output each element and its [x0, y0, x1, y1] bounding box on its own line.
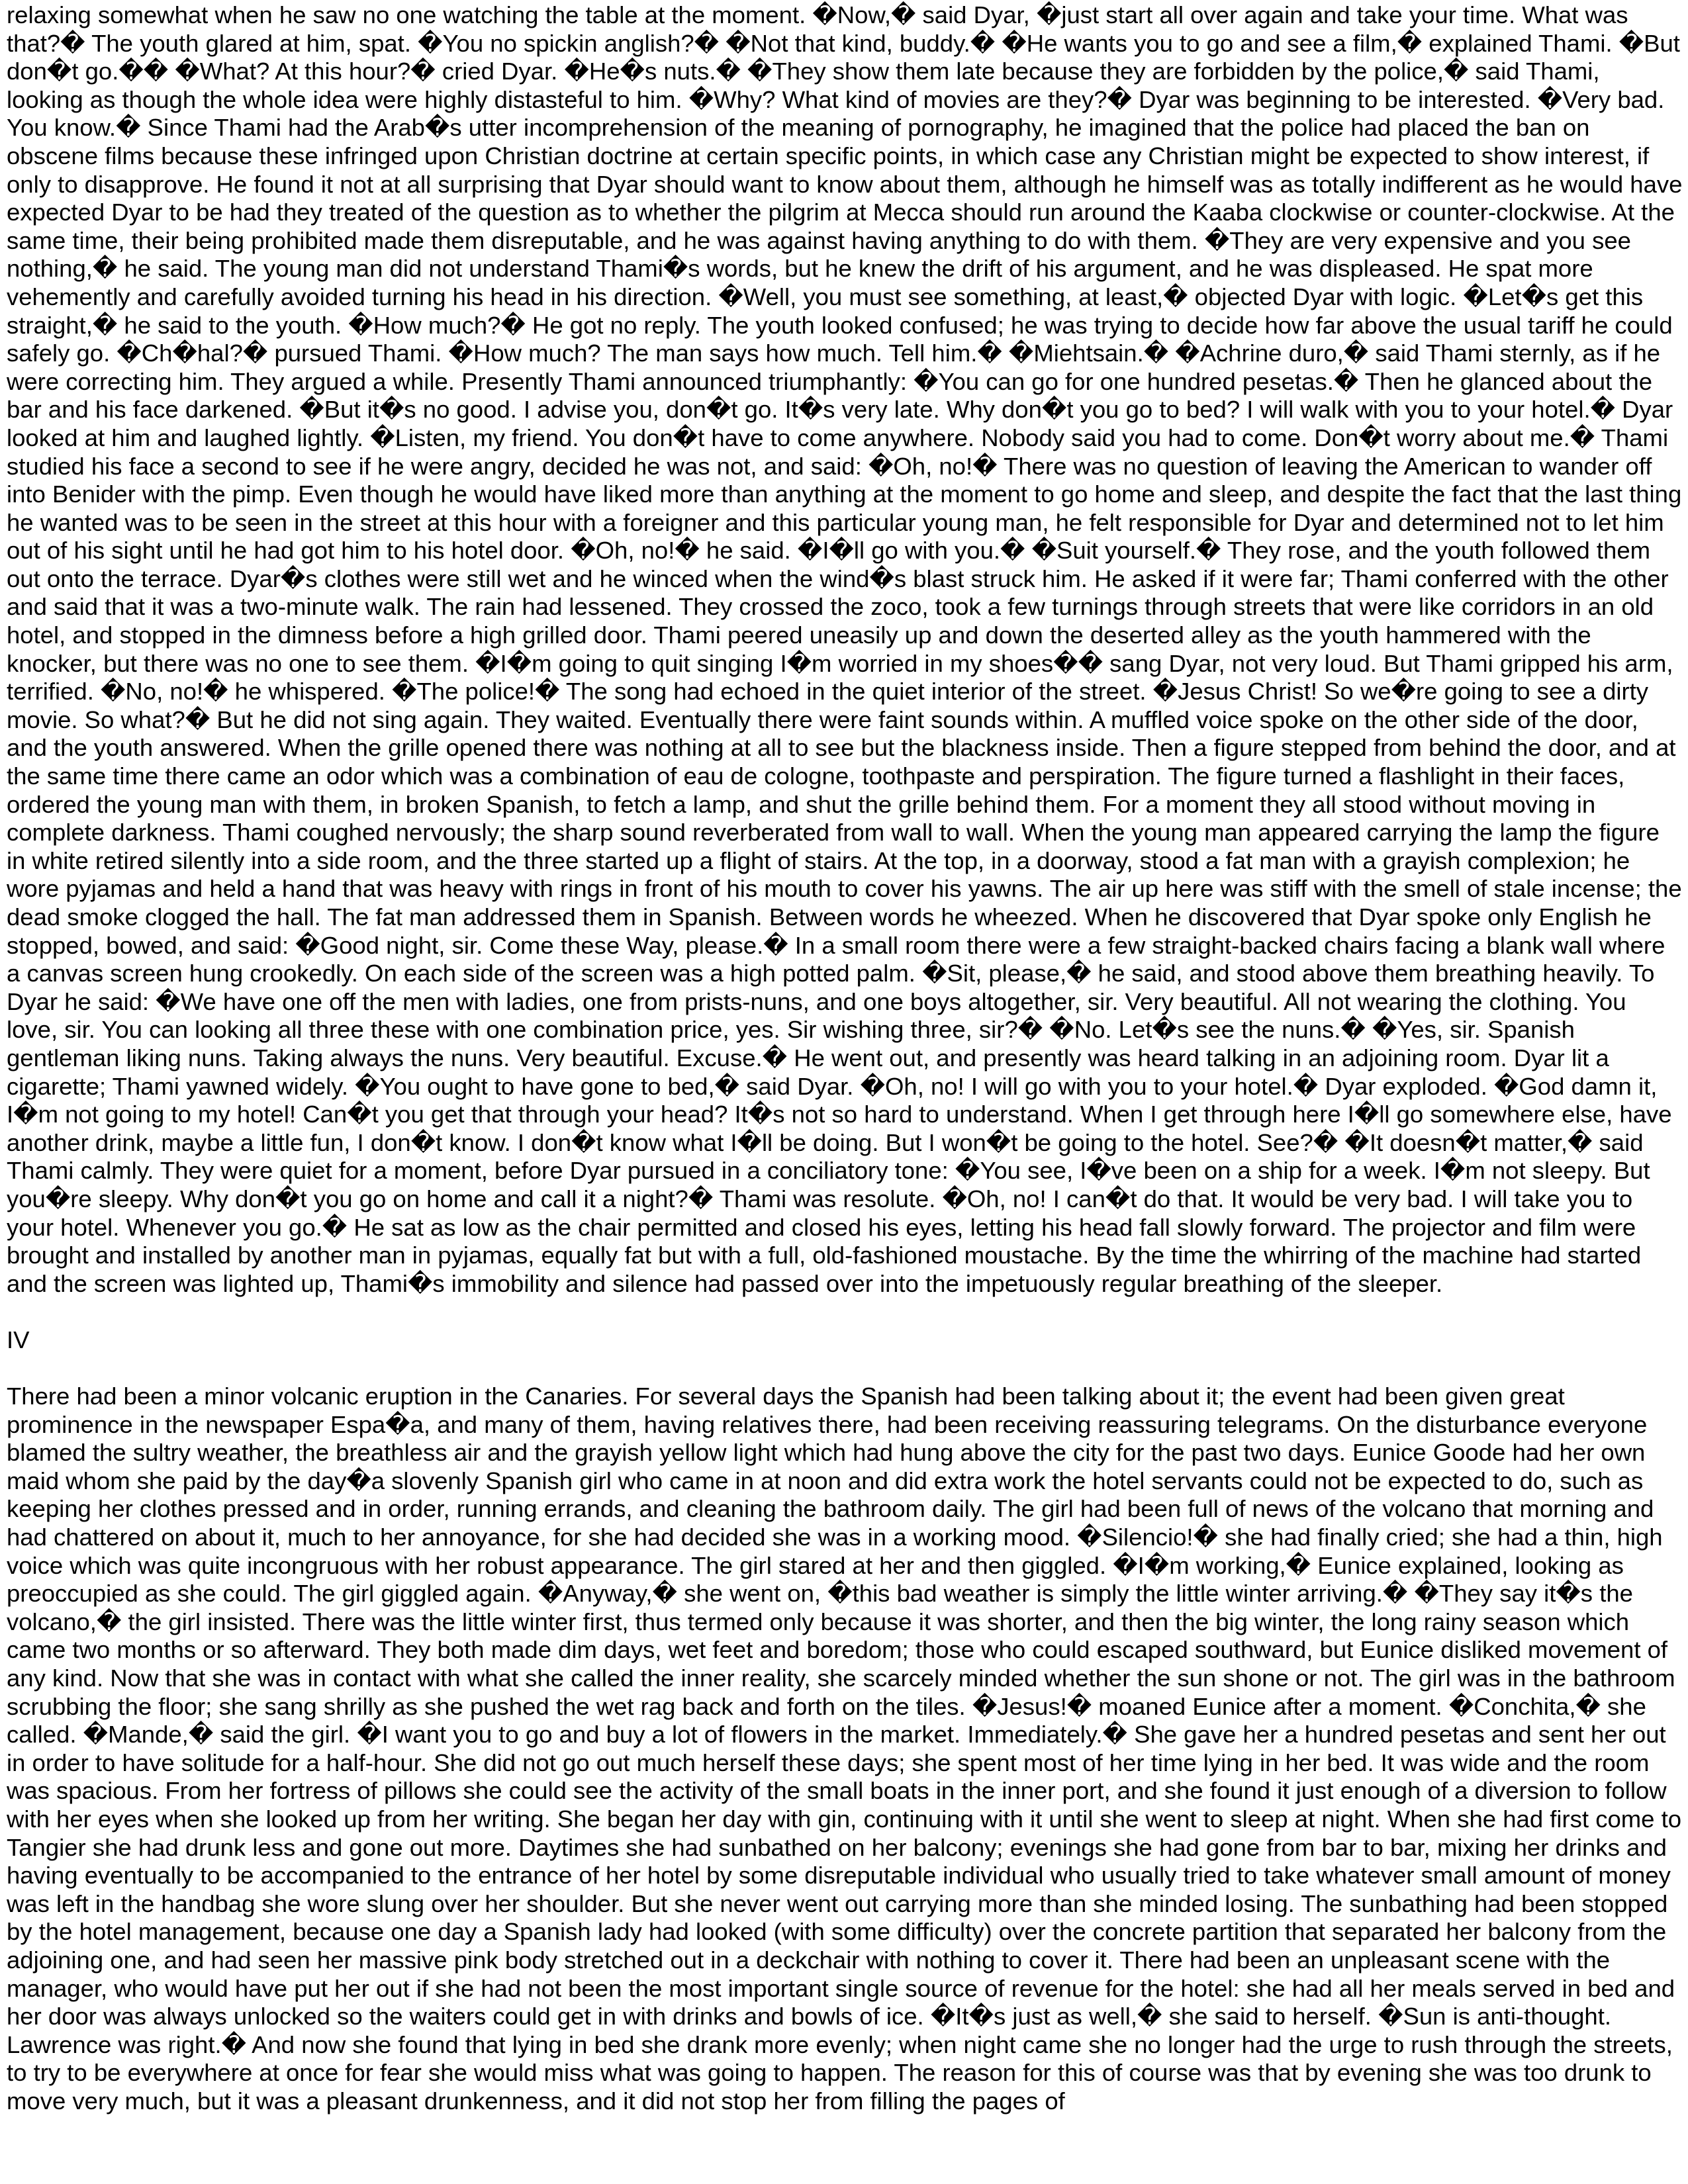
body-paragraph: There had been a minor volcanic eruption in the Canaries. For several days the Spanish had been talking about it; the event had been given great prominence in the newspaper Espa�a, and many of them, having relatives there, had been receiving reassuring telegrams. On the disturbance everyone blamed the sultry weather, the breathless air and the grayish yellow light which had hung above the city for the past two days. Eunice Goode had her own maid whom she paid by the day�a slovenly Spanish girl who came in at noon and did extra work the hotel servants could not be expected to do, such as keeping her clothes pressed and in order, running errands, and cleaning the bathroom daily. The girl had been full of news of the volcano that morning and had chattered on about it, much to her annoyance, for she had decided she was in a working mood. �Silencio!� she had finally cried; she had a thin, high voice which was quite incongruous with her robust appearance. The girl stared at her and then giggled. �I�m working,� Eunice explained, looking as preoccupied as she could. The girl giggled again. �Anyway,� she went on, �this bad weather is simply the little winter arriving.� �They say it�s the volcano,� the girl insisted. There was the little winter first, thus termed only because it was shorter, and then the big winter, the long rainy season which came two months or so afterward. They both made dim days, wet feet and boredom; those who could escaped southward, but Eunice disliked movement of any kind. Now that she was in contact with what she called the inner reality, she scarcely minded whether the sun shone or not. The girl was in the bathroom scrubbing the floor; she sang shrilly as she pushed the wet rag back and forth on the tiles. �Jesus!� moaned Eunice after a moment. �Conchita,� she called. �Mande,� said the girl. �I want you to go and buy a lot of flowers in the market. Immediately.� She gave her a hundred pesetas and sent her out in order to have solitude for a half-hour. She did not go out much herself these days; she spent most of her time lying in her bed. It was wide and the room was spacious. From her fortress of pillows she could see the activity of the small boats in the inner port, and she found it just enough of a diversion to follow with her eyes when she looked up from her writing. She began her day with gin, continuing with it until she went to sleep at night. When she had first come to Tangier she had drunk less and gone out more. Daytimes she had sunbathed on her balcony; evenings she had gone from bar to bar, mixing her drinks and having eventually to be accompanied to the entrance of her hotel by some disreputable individual who usually tried to take whatever small amount of money was left in the handbag she wore slung over her shoulder. But she never went out carrying more than she minded losing. The sunbathing had been stopped by the hotel management, because one day a Spanish lady had looked (with some difficulty) over the concrete partition that separated her balcony from the adjoining one, and had seen her massive pink body stretched out in a deckchair with nothing to cover it. There had been an unpleasant scene with the manager, who would have put her out if she had not been the most important single source of revenue for the hotel: she had all her meals served in bed and her door was always unlocked so the waiters could get in with drinks and bowls of ice. �It�s just as well,� she said to herself. �Sun is anti-thought. Lawrence was right.� And now she found that lying in bed she drank more evenly; when night came she no longer had the urge to rush through the streets, to try to be everywhere at once for fear she would miss what was going to happen. The reason for this of course was that by evening she was too drunk to move very much, but it was a pleasant drunkenness, and it did not stop her from filling the pages of	[7, 1383, 1682, 2115]
body-paragraph: relaxing somewhat when he saw no one watching the table at the moment. �Now,� said Dyar, �just start all over again and take your time. What was that?� The youth glared at him, spat. �You no spickin anglish?� �Not that kind, buddy.� �He wants you to go and see a film,� explained Thami. �But don�t go.�� �What? At this hour?� cried Dyar. �He�s nuts.� �They show them late because they are forbidden by the police,� said Thami, looking as though the whole idea were highly distasteful to him. �Why? What kind of movies are they?� Dyar was beginning to be interested. �Very bad. You know.� Since Thami had the Arab�s utter incomprehension of the meaning of pornography, he imagined that the police had placed the ban on obscene films because these infringed upon Christian doctrine at certain specific points, in which case any Christian might be expected to show interest, if only to disapprove. He found it not at all surprising that Dyar should want to know about them, although he himself was as totally indifferent as he would have expected Dyar to be had they treated of the question as to whether the pilgrim at Mecca should run around the Kaaba clockwise or counter-clockwise. At the same time, their being prohibited made them disreputable, and he was against having anything to do with them. �They are very expensive and you see nothing,� he said. The young man did not understand Thami�s words, but he knew the drift of his argument, and he was displeased. He spat more vehemently and carefully avoided turning his head in his direction. �Well, you must see something, at least,� objected Dyar with logic. �Let�s get this straight,� he said to the youth. �How much?� He got no reply. The youth looked confused; he was trying to decide how far above the usual tariff he could safely go. �Ch�hal?� pursued Thami. �How much? The man says how much. Tell him.� �Miehtsain.� �Achrine duro,� said Thami sternly, as if he were correcting him. They argued a while. Presently Thami announced triumphantly: �You can go for one hundred pesetas.� Then he glanced about the bar and his face darkened. �But it�s no good. I advise you, don�t go. It�s very late. Why don�t you go to bed? I will walk with you to your hotel.� Dyar looked at him and laughed lightly. �Listen, my friend. You don�t have to come anywhere. Nobody said you had to come. Don�t worry about me.� Thami studied his face a second to see if he were angry, decided he was not, and said: �Oh, no!� There was no question of leaving the American to wander off into Benider with the pimp. Even though he would have liked more than anything at the moment to go home and sleep, and despite the fact that the last thing he wanted was to be seen in the street at this hour with a foreigner and this particular young man, he felt responsible for Dyar and determined not to let him out of his sight until he had got him to his hotel door. �Oh, no!� he said. �I�ll go with you.� �Suit yourself.� They rose, and the youth followed them out onto the terrace. Dyar�s clothes were still wet and he winced when the wind�s blast struck him. He asked if it were far; Thami conferred with the other and said that it was a two-minute walk. The rain had lessened. They crossed the zoco, took a few turnings through streets that were like corridors in an old hotel, and stopped in the dimness before a high grilled door. Thami peered uneasily up and down the deserted alley as the youth hammered with the knocker, but there was no one to see them. �I�m going to quit singing I�m worried in my shoes�� sang Dyar, not very loud. But Thami gripped his arm, terrified. �No, no!� he whispered. �The police!� The song had echoed in the quiet interior of the street. �Jesus Christ! So we�re going to see a dirty movie. So what?� But he did not sing again. They waited. Eventually there were faint sounds within. A muffled voice spoke on the other side of the door, and the youth answered. When the grille opened there was nothing at all to see but the blackness inside. Then a figure stepped from behind the door, and at the same time there came an odor which was a combination of eau de cologne, toothpaste and perspiration. The figure turned a flashlight in their faces, ordered the young man with them, in broken Spanish, to fetch a lamp, and shut the grille behind them. For a moment they all stood without moving in complete darkness. Thami coughed nervously; the sharp sound reverberated from wall to wall. When the young man appeared carrying the lamp the figure in white retired silently into a side room, and the three started up a flight of stairs. At the top, in a doorway, stood a fat man with a grayish complexion; he wore pyjamas and held a hand that was heavy with rings in front of his mouth to cover his yawns. The air up here was stiff with the smell of stale incense; the dead smoke clogged the hall. The fat man addressed them in Spanish. Between words he wheezed. When he discovered that Dyar spoke only English he stopped, bowed, and said: �Good night, sir. Come these Way, please.� In a small room there were a few straight-backed chairs facing a blank wall where a canvas screen hung crookedly. On each side of the screen was a high potted palm. �Sit, please,� he said, and stood above them breathing heavily. To Dyar he said: �We have one off the men with ladies, one from prists-nuns, and one boys altogether, sir. Very beautiful. All not wearing the clothing. You love, sir. You can looking all three these with one combination price, yes. Sir wishing three, sir?� �No. Let�s see the nuns.� �Yes, sir. Spanish gentleman liking nuns. Taking always the nuns. Very beautiful. Excuse.� He went out, and presently was heard talking in an adjoining room. Dyar lit a cigarette; Thami yawned widely. �You ought to have gone to bed,� said Dyar. �Oh, no! I will go with you to your hotel.� Dyar exploded. �God damn it, I�m not going to my hotel! Can�t you get that through your head? It�s not so hard to understand. When I get through here I�ll go somewhere else, have another drink, maybe a little fun, I don�t know. I don�t know what I�ll be doing. But I won�t be going to the hotel. See?� �It doesn�t matter,� said Thami calmly. They were quiet for a moment, before Dyar pursued in a conciliatory tone: �You see, I�ve been on a ship for a week. I�m not sleepy. But you�re sleepy. Why don�t you go on home and call it a night?� Thami was resolute. �Oh, no! I can�t do that. It would be very bad. I will take you to your hotel. Whenever you go.� He sat as low as the chair permitted and closed his eyes, letting his head fall slowly forward. The projector and film were brought and installed by another man in pyjamas, equally fat but with a full, old-fashioned moustache. By the time the whirring of the machine had started and the screen was lighted up, Thami�s immobility and silence had passed over into the impetuously regular breathing of the sleeper.	[7, 1, 1683, 1297]
document-page	[7, 1, 1683, 2116]
paragraph-gap	[7, 1355, 1683, 1383]
section-heading: IV	[7, 1326, 30, 1353]
paragraph-gap	[7, 1298, 1683, 1326]
